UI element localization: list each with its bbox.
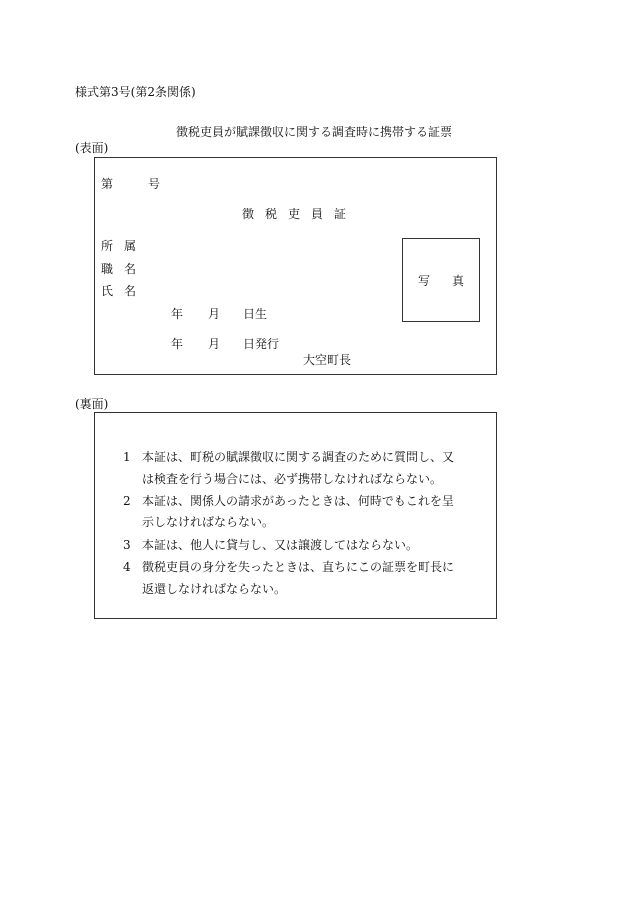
note-line: 本証は、他人に貸与し、又は譲渡してはならない。 <box>142 538 419 552</box>
front-heading: (表面) <box>75 141 109 155</box>
number-suffix: 号 <box>148 177 161 191</box>
note-number: 2 <box>123 494 131 508</box>
back-heading: (裏面) <box>75 397 109 411</box>
birth-day: 日生 <box>243 307 268 321</box>
note-number: 4 <box>123 560 131 574</box>
issue-month: 月 <box>208 337 221 351</box>
front-card <box>94 157 497 375</box>
note-number: 1 <box>123 450 131 464</box>
issue-day: 日発行 <box>243 337 280 351</box>
note-line: 示しなければならない。 <box>142 515 275 529</box>
issue-year: 年 <box>171 337 184 351</box>
note-line: は検査を行う場合には、必ず携帯しなければならない。 <box>142 472 443 486</box>
photo-box <box>402 238 487 322</box>
form-label: 様式第3号(第2条関係) <box>75 85 196 99</box>
note-number: 3 <box>123 538 131 552</box>
back-card <box>94 412 497 619</box>
birth-year: 年 <box>171 307 184 321</box>
note-line: 徴税吏員の身分を失ったときは、直ちにこの証票を町長に <box>142 560 455 574</box>
card-title: 徴税吏員証 <box>242 207 358 221</box>
field-name: 氏名 <box>101 284 148 298</box>
note-line: 返還しなければならない。 <box>142 582 287 596</box>
field-position: 職名 <box>101 262 148 276</box>
note-line: 本証は、町税の賦課徴収に関する調査のために質問し、又 <box>142 450 455 464</box>
note-line: 本証は、関係人の請求があったときは、何時でもこれを呈 <box>142 494 454 508</box>
photo-label: 写真 <box>418 274 487 288</box>
birth-month: 月 <box>208 307 221 321</box>
document-title: 徴税吏員が賦課徴収に関する調査時に携帯する証票 <box>176 125 453 139</box>
number-prefix: 第 <box>101 177 114 191</box>
issuer: 大空町長 <box>303 353 352 367</box>
field-affiliation: 所属 <box>101 239 148 253</box>
